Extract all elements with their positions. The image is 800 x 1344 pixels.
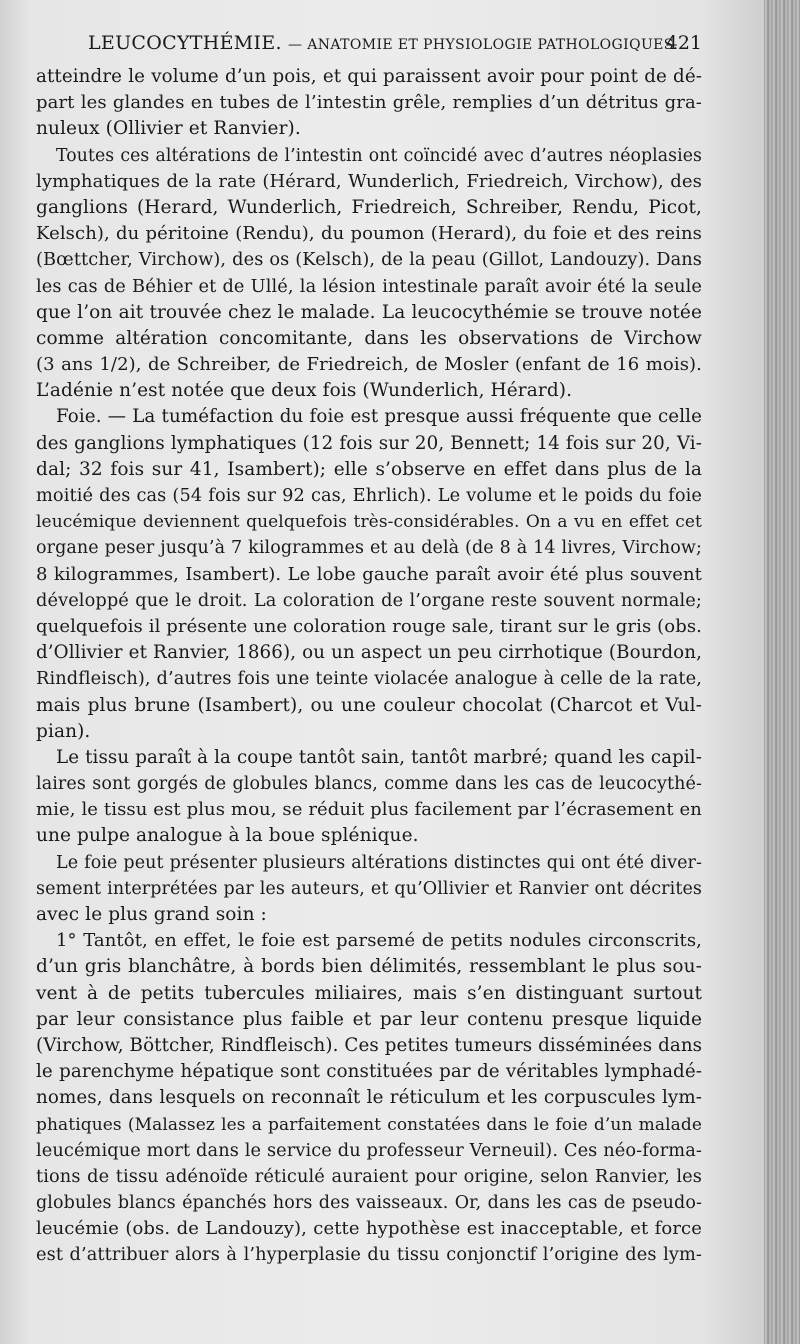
text-line: des ganglions lymphatiques (12 fois sur 20, Bennett; 14 fois sur 20, Vi- [36,432,702,454]
text-line: (3 ans 1/2), de Schreiber, de Friedreich, de Mosler (enfant de 16 mois). [36,354,702,376]
text-line: les cas de Béhier et de Ullé, la lésion intestinale paraît avoir été la seule [36,276,702,297]
running-header [88,30,702,56]
text-line: comme altération concomitante, dans les observations de Virchow [36,327,702,349]
text-line: dal; 32 fois sur 41, Isambert); elle s’observe en effet dans plus de la [36,458,702,480]
text-line: que l’on ait trouvée chez le malade. La leucocythémie se trouve notée [36,301,702,323]
text-line: mais plus brune (Isambert), ou une couleur chocolat (Charcot et Vul- [36,694,702,716]
text-line: vent à de petits tubercules miliaires, mais s’en distinguant surtout [36,982,702,1004]
text-line: leucémique mort dans le service du professeur Verneuil). Ces néo-forma- [36,1140,702,1161]
text-line: d’Ollivier et Ranvier, 1866), ou un aspect un peu cirrhotique (Bourdon, [36,642,702,664]
text-line: phatiques (Malassez les a parfaitement constatées dans le foie d’un malade [36,1114,702,1135]
text-line: Le foie peut présenter plusieurs altérations distinctes qui ont été diver- [56,852,702,873]
text-line: Rindfleisch), d’autres fois une teinte violacée analogue à celle de la rate, [36,669,702,690]
text-line: (Virchow, Böttcher, Rindfleisch). Ces petites tumeurs disséminées dans [36,1034,703,1056]
text-line: développé que le droit. La coloration de l’organe reste souvent normale; [36,590,702,611]
text-line: nomes, dans lesquels on reconnaît le réticulum et les corpuscules lym- [36,1087,702,1109]
text-line: d’un gris blanchâtre, à bords bien délimités, ressemblant le plus sou- [36,956,702,978]
header-title: LEUCOCYTHÉMIE. [88,32,282,54]
text-line: Kelsch), du péritoine (Rendu), du poumon (Herard), du foie et des reins [36,223,702,245]
text-line: quelquefois il présente une coloration rouge sale, tirant sur le gris (obs. [36,615,702,637]
text-line: pian). [36,720,91,742]
text-line: tions de tissu adénoïde réticulé auraient pour origine, selon Ranvier, les [36,1166,702,1187]
text-line: 8 kilogrammes, Isambert). Le lobe gauche paraît avoir été plus souvent [36,563,702,585]
text-line: L’adénie n’est notée que deux fois (Wunderlich, Hérard). [36,380,573,402]
text-line: globules blancs épanchés hors des vaisseaux. Or, dans les cas de pseudo- [36,1193,702,1214]
text-line: sement interprétées par les auteurs, et qu’Ollivier et Ranvier ont décrites [36,878,702,899]
running-title [88,30,678,58]
book-gutter [764,0,800,1344]
text-line: Le tissu paraît à la coupe tantôt sain, tantôt marbré; quand les capil- [56,746,702,768]
text-line: Toutes ces altérations de l’intestin ont coïncidé avec d’autres néoplasies [56,145,702,166]
text-line: atteindre le volume d’un pois, et qui paraissent avoir pour point de dé- [36,66,702,87]
text-line: lymphatiques de la rate (Hérard, Wunderlich, Friedreich, Virchow), des [36,170,702,192]
text-line: par leur consistance plus faible et par leur contenu presque liquide [36,1008,702,1030]
text-line: ganglions (Herard, Wunderlich, Friedreich, Schreiber, Rendu, Picot, [36,196,702,218]
text-line: avec le plus grand soin : [36,904,267,925]
page-number: 421 [665,32,702,54]
text-line: organe peser jusqu’à 7 kilogrammes et au delà (de 8 à 14 livres, Virchow; [36,538,702,559]
text-line: leucémie (obs. de Landouzy), cette hypothèse est inacceptable, et force [36,1218,702,1240]
text-line: le parenchyme hépatique sont constituées par de véritables lymphadé- [36,1061,702,1083]
text-line: mie, le tissu est plus mou, se réduit plus facilement par l’écrasement en [36,799,702,821]
text-line: une pulpe analogue à la boue splénique. [36,825,419,847]
text-line: leucémique deviennent quelquefois très-considérables. On a vu en effet cet [36,512,702,533]
text-line: part les glandes en tubes de l’intestin grêle, remplies d’un détritus gra- [36,92,702,114]
text-line: laires sont gorgés de globules blancs, comme dans les cas de leucocythé- [36,774,702,795]
text-line: (Bœttcher, Virchow), des os (Kelsch), de la peau (Gillot, Landouzy). Dans [36,250,702,271]
text-line: Foie. — La tuméfaction du foie est presque aussi fréquente que celle [56,406,702,428]
text-line: moitié des cas (54 fois sur 92 cas, Ehrlich). Le volume et le poids du foie [36,486,702,506]
header-subtitle: — ANATOMIE ET PHYSIOLOGIE PATHOLOGIQUES. [287,37,679,53]
text-line: nuleux (Ollivier et Ranvier). [36,118,301,140]
text-line: 1° Tantôt, en effet, le foie est parsemé de petits nodules circonscrits, [56,930,702,952]
text-line: est d’attribuer alors à l’hyperplasie du tissu conjonctif l’origine des lym- [36,1245,702,1266]
body-text [36,64,702,1269]
